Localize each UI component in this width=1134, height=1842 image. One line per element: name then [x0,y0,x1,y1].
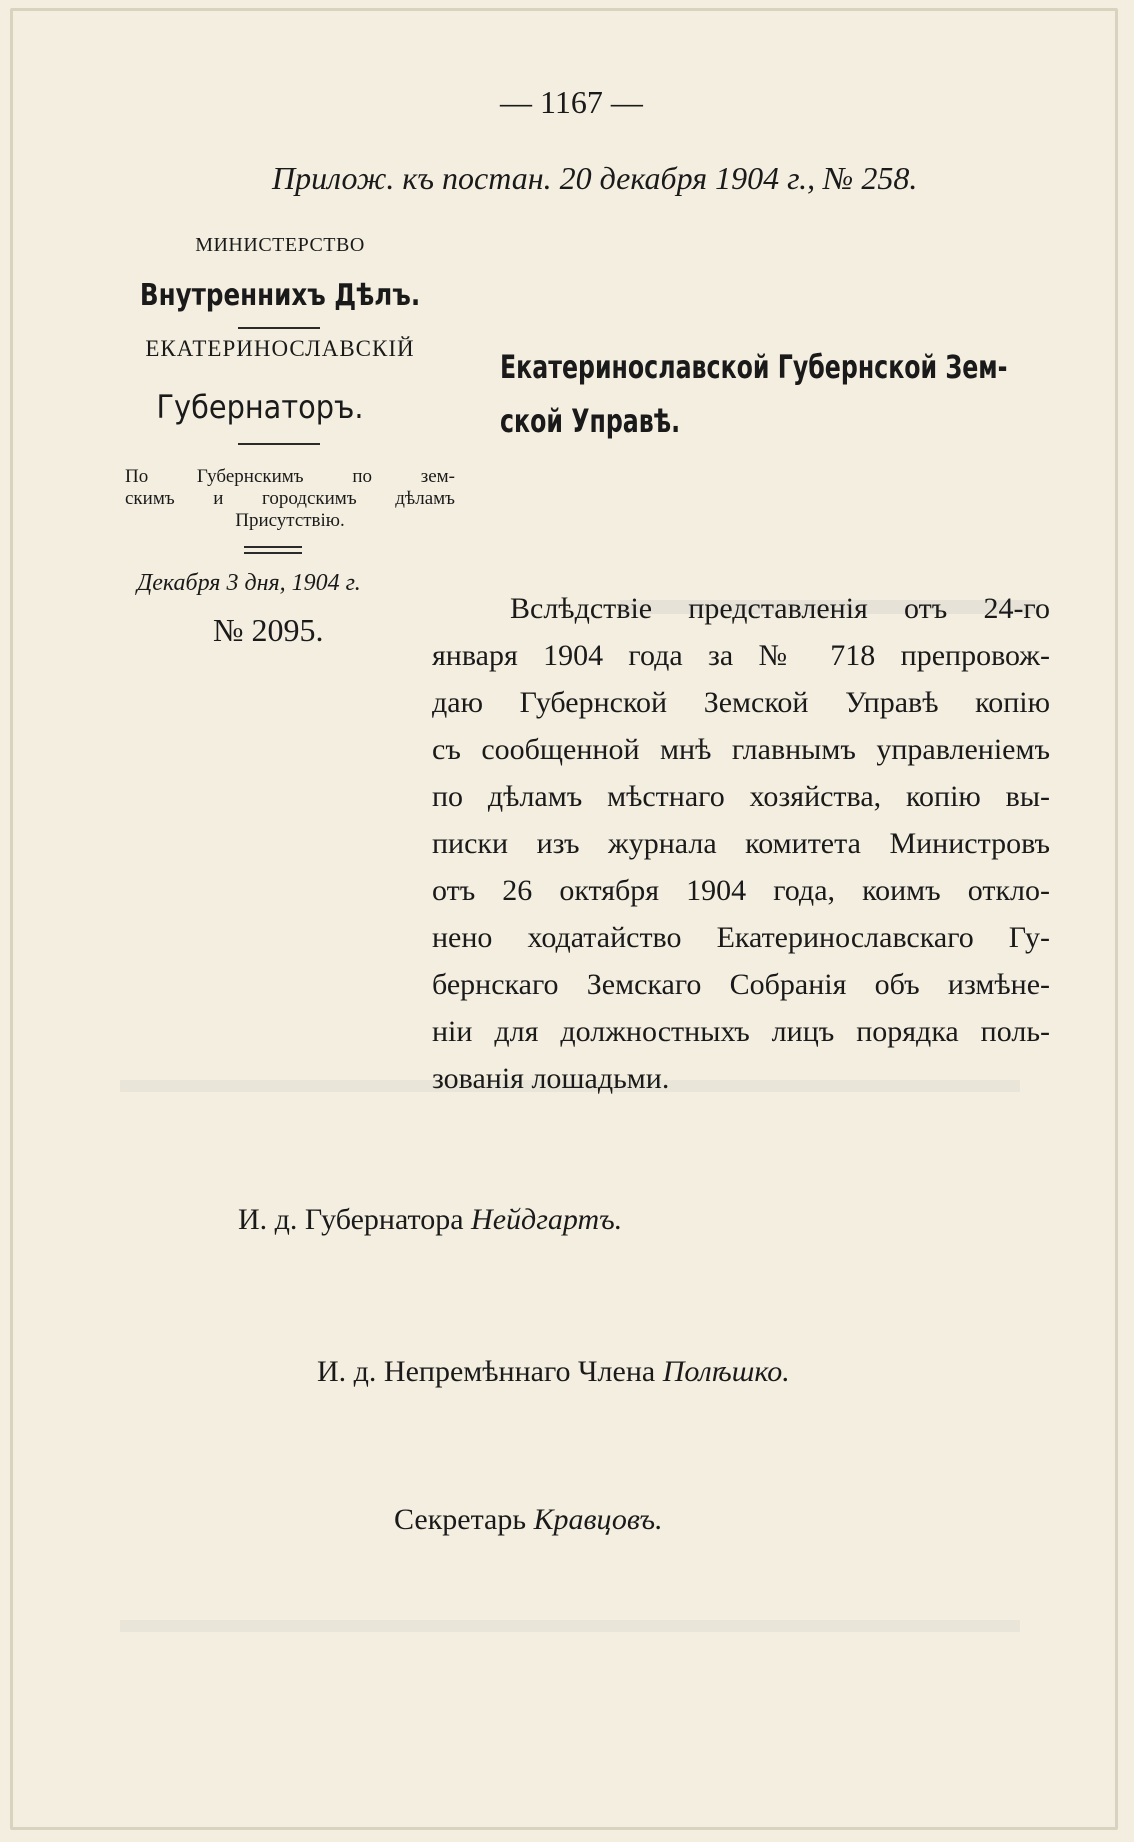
divider [244,546,302,548]
signature-title: И. д. Непремѣннаго Члена [317,1355,656,1388]
body-line: нено ходатайство Екатеринославскаго Гу- [432,921,1050,954]
ministry-name: Внутреннихъ Дѣлъ. [139,278,421,313]
body-line: съ сообщенной мнѣ главнымъ управленіемъ [432,733,1050,766]
body-line: даю Губернской Земской Управѣ копію [432,686,1050,719]
signature-governor [238,1203,622,1237]
presence-department [125,466,455,532]
body-line: отъ 26 октября 1904 года, коимъ откло- [432,874,1050,907]
body-line: по дѣламъ мѣстнаго хозяйства, копію вы- [432,780,1050,813]
addressee-line: Екатеринославской Губернской Зем- [500,348,1008,386]
presence-line: Присутствію. [235,510,345,531]
signature-name: Нейдгартъ. [471,1203,623,1236]
governor-title: Губернаторъ. [156,388,364,426]
document-date: Декабря 3 дня, 1904 г. [137,570,361,596]
presence-line: скимъ и городскимъ дѣламъ [125,488,455,509]
signature-member [317,1355,790,1389]
signature-title: И. д. Губернатора [238,1203,464,1236]
appendix-reference: Прилож. къ постан. 20 декабря 1904 г., № 258. [272,160,918,196]
body-line: Вслѣдствіе представленія отъ 24-го [510,592,1050,625]
signature-secretary [394,1503,663,1537]
addressee [500,340,1045,448]
page-number: — 1167 — [500,84,643,120]
ministry-label: МИНИСТЕРСТВО [195,234,365,256]
governor-region: ЕКАТЕРИНОСЛАВСКІЙ [145,336,415,361]
body-line: зованія лошадьми. [432,1062,670,1095]
signature-title: Секретарь [394,1503,527,1536]
body-line: ніи для должностныхъ лицъ порядка поль- [432,1015,1050,1048]
signature-name: Кравцовъ. [533,1503,663,1536]
body-line: писки изъ журнала комитета Министровъ [432,827,1050,860]
body-text [432,585,1050,1102]
body-line: января 1904 года за № 718 препровож- [432,639,1050,672]
body-line: бернскаго Земскаго Собранія объ измѣне- [432,968,1050,1001]
document-number: № 2095. [213,612,324,648]
addressee-line: ской Управѣ. [500,402,681,440]
bleed-through-decoration [120,1620,1020,1632]
divider [238,443,320,445]
divider [244,552,302,554]
presence-line: По Губернскимъ по зем- [125,466,455,487]
signature-name: Полѣшко. [662,1355,790,1388]
divider [238,327,320,329]
